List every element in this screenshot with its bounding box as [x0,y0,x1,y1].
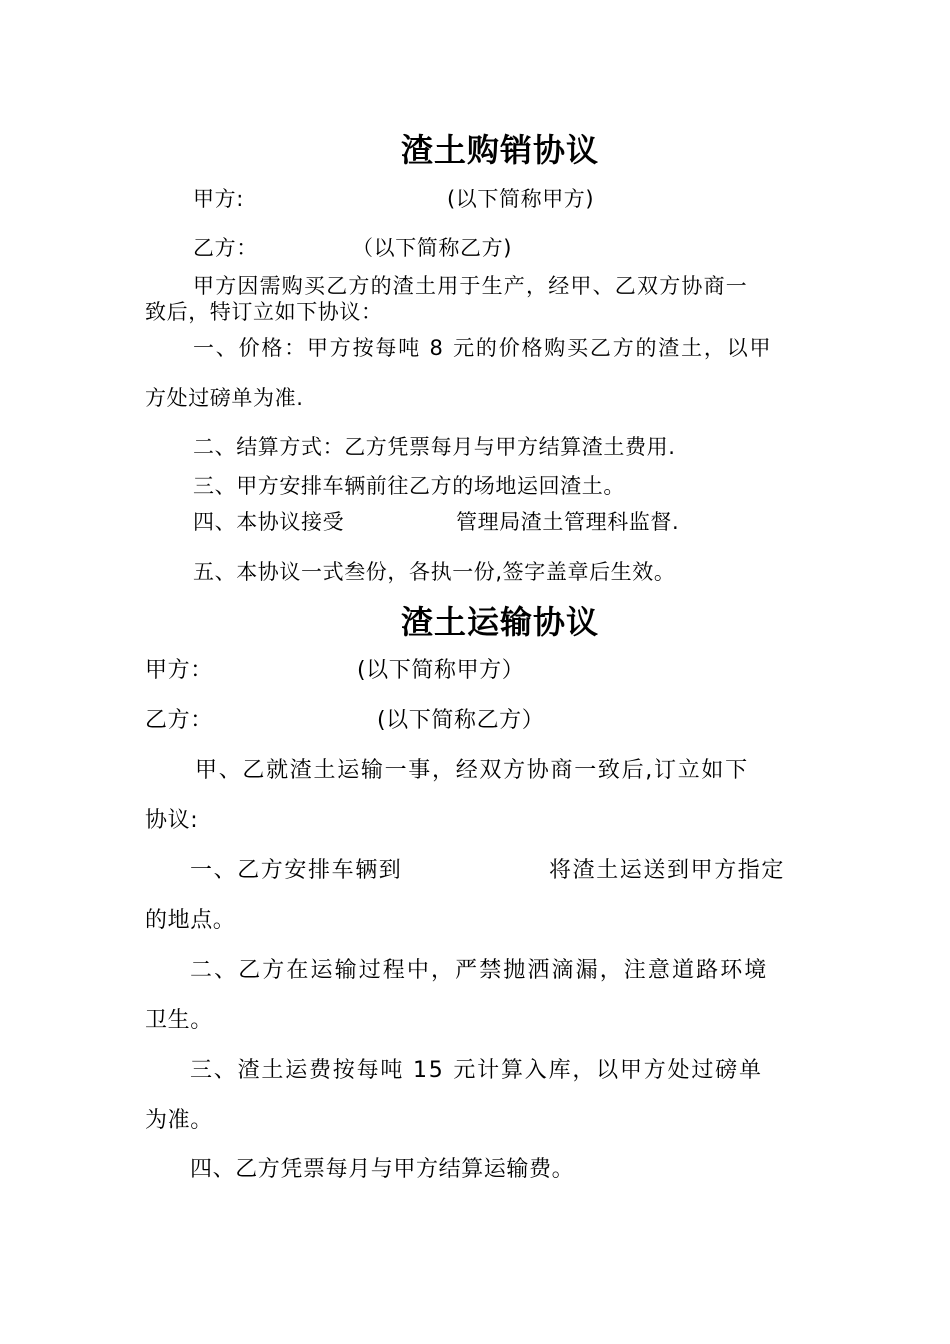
doc1-clause1-line1: 一、价格：甲方按每吨 8 元的价格购买乙方的渣土，以甲 [193,336,773,360]
doc2-clause3-line1: 三、渣土运费按每吨 15 元计算入库，以甲方处过磅单 [190,1058,763,1083]
doc1-intro-line2: 致后，特订立如下协议： [145,300,383,324]
doc2-party-a-note: (以下简称甲方） [357,658,525,683]
doc2-party-b-note: (以下简称乙方） [377,708,545,733]
doc2-clause1-part2: 将渣土运送到甲方指定 [549,858,786,883]
doc2-title: 渣土运输协议 [400,603,599,641]
doc1-title: 渣土购销协议 [400,131,599,169]
doc2-party-b-label: 乙方： [145,708,213,733]
doc1-clause4-part2: 管理局渣土管理科监督. [456,510,680,534]
doc1-clause1-line2: 方处过磅单为准. [145,386,304,410]
doc2-clause4: 四、乙方凭票每月与甲方结算运输费。 [190,1157,575,1182]
doc1-clause2: 二、结算方式：乙方凭票每月与甲方结算渣土费用. [193,435,676,459]
doc2-clause2-line1: 二、乙方在运输过程中，严禁抛洒滴漏，注意道路环境 [190,958,769,983]
doc2-clause2-line2: 卫生。 [145,1008,213,1033]
doc2-clause1-part1: 一、乙方安排车辆到 [190,858,403,883]
doc1-party-a-label: 甲方: [193,187,244,211]
doc1-party-a-note: (以下简称甲方) [447,187,595,211]
doc1-clause4-part1: 四、本协议接受 [193,510,345,534]
doc2-clause1-line2: 的地点。 [145,908,236,933]
doc2-clause3-line2: 为准。 [145,1108,213,1133]
doc1-intro-line1: 甲方因需购买乙方的渣土用于生产，经甲、乙双方协商一 [193,274,748,298]
doc2-intro-line2: 协议: [145,808,199,833]
doc2-party-a-label: 甲方： [145,658,213,683]
doc1-party-b-note: （以下简称乙方) [352,236,512,260]
doc1-clause5: 五、本协议一式叁份，各执一份,签字盖章后生效。 [193,560,676,584]
doc1-party-b-label: 乙方： [193,236,258,260]
doc1-clause3: 三、甲方安排车辆前往乙方的场地运回渣土。 [193,474,625,498]
doc2-intro-line1: 甲、乙就渣土运输一事，经双方协商一致后,订立如下 [195,758,749,783]
